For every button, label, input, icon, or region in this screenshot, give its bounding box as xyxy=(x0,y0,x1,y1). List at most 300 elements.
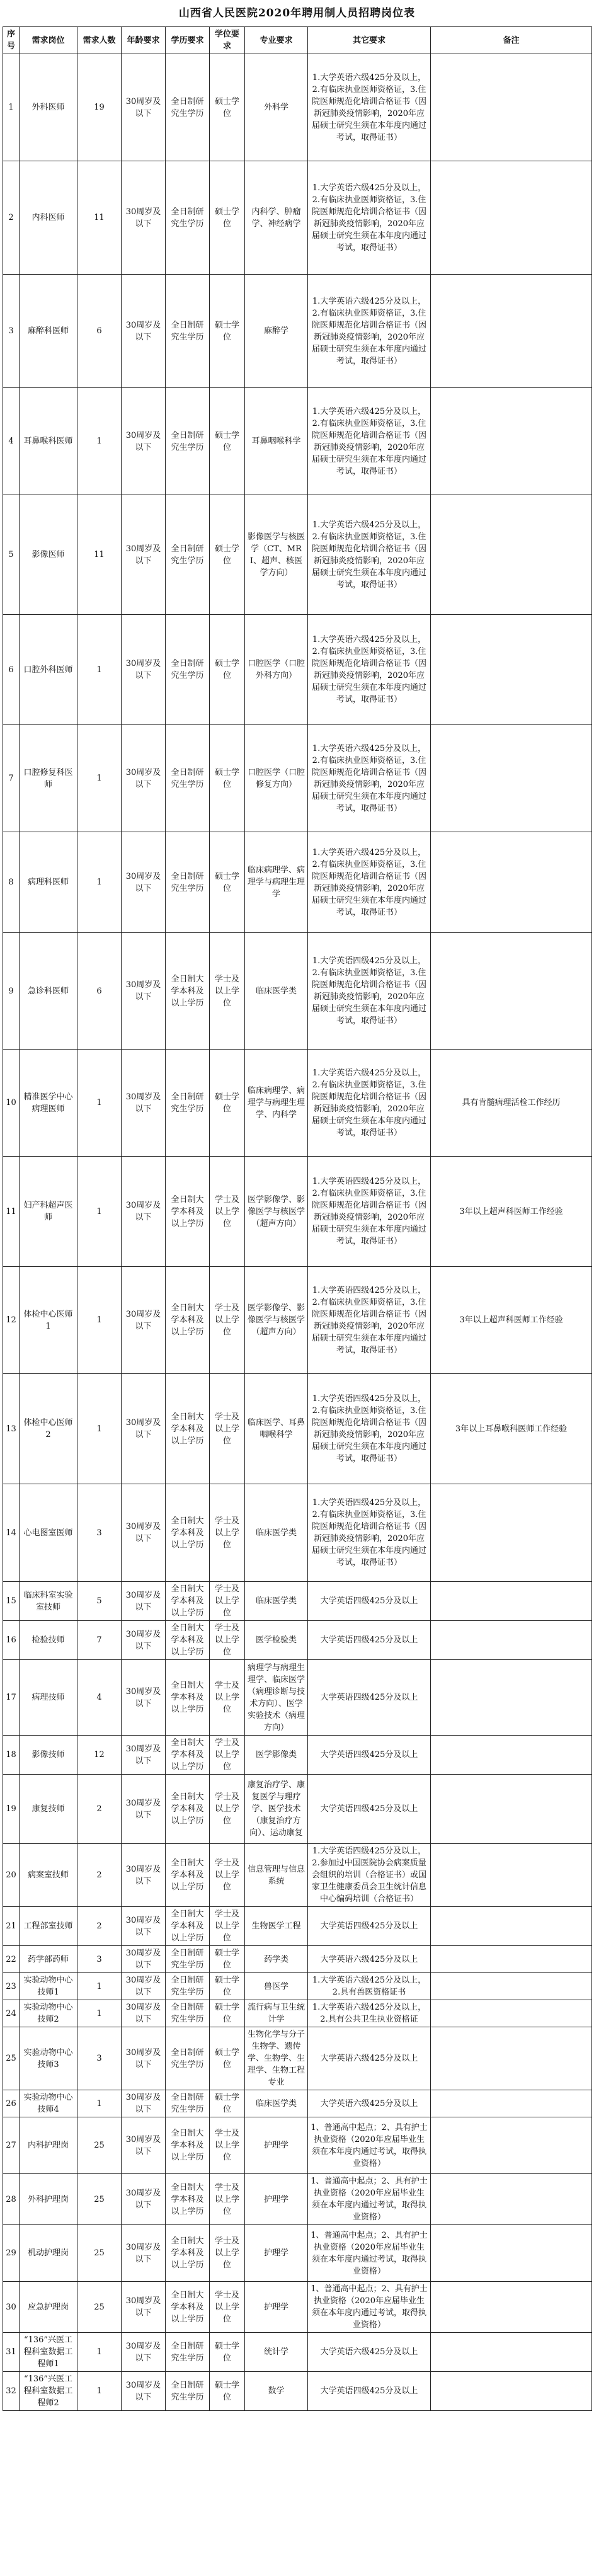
cell-other: 大学英语四级425分及以上 xyxy=(308,1907,431,1946)
cell-education: 全日制大学本科及以上学历 xyxy=(166,1267,210,1374)
cell-no: 12 xyxy=(3,1267,20,1374)
cell-major: 兽医学 xyxy=(245,1973,308,2000)
cell-major: 影像医学与核医学（CT、MRI、超声、核医学方向） xyxy=(245,495,308,615)
cell-age: 30周岁及以下 xyxy=(122,1973,166,2000)
table-row xyxy=(3,1660,592,1736)
cell-other: 1、普通高中起点；2、具有护士执业资格（2020年应届毕业生须在本年度内通过考试，取得执业资格） xyxy=(308,2282,431,2333)
cell-remark xyxy=(431,933,592,1050)
table-row xyxy=(3,1582,592,1621)
cell-degree: 学士及以上学位 xyxy=(210,1660,245,1736)
cell-no: 14 xyxy=(3,1484,20,1582)
cell-remark xyxy=(431,1660,592,1736)
cell-degree: 学士及以上学位 xyxy=(210,1844,245,1907)
cell-remark xyxy=(431,161,592,275)
table-row xyxy=(3,2027,592,2090)
cell-post: 妇产科超声医师 xyxy=(20,1157,77,1267)
cell-remark xyxy=(431,2000,592,2027)
cell-education: 全日制大学本科及以上学历 xyxy=(166,2282,210,2333)
cell-major: 药学类 xyxy=(245,1946,308,1973)
cell-degree: 学士及以上学位 xyxy=(210,2225,245,2282)
header-age: 年龄要求 xyxy=(122,27,166,54)
table-row xyxy=(3,388,592,495)
cell-degree: 硕士学位 xyxy=(210,161,245,275)
cell-education: 全日制大学本科及以上学历 xyxy=(166,2117,210,2174)
cell-no: 25 xyxy=(3,2027,20,2090)
cell-degree: 硕士学位 xyxy=(210,832,245,933)
cell-count: 11 xyxy=(77,161,122,275)
cell-post: 耳鼻喉科医师 xyxy=(20,388,77,495)
cell-count: 1 xyxy=(77,2333,122,2372)
cell-degree: 学士及以上学位 xyxy=(210,2117,245,2174)
cell-count: 1 xyxy=(77,2000,122,2027)
cell-age: 30周岁及以下 xyxy=(122,388,166,495)
cell-degree: 硕士学位 xyxy=(210,1050,245,1157)
cell-education: 全日制研究生学历 xyxy=(166,832,210,933)
cell-post: 实验动物中心技师3 xyxy=(20,2027,77,2090)
cell-count: 25 xyxy=(77,2225,122,2282)
cell-education: 全日制研究生学历 xyxy=(166,54,210,161)
cell-degree: 学士及以上学位 xyxy=(210,2282,245,2333)
cell-education: 全日制研究生学历 xyxy=(166,1050,210,1157)
cell-count: 1 xyxy=(77,1050,122,1157)
cell-no: 10 xyxy=(3,1050,20,1157)
cell-degree: 硕士学位 xyxy=(210,615,245,725)
cell-count: 1 xyxy=(77,1267,122,1374)
cell-post: 工程部室技师 xyxy=(20,1907,77,1946)
cell-remark xyxy=(431,2372,592,2411)
cell-post: 实验动物中心技师2 xyxy=(20,2000,77,2027)
cell-post: 急诊科医师 xyxy=(20,933,77,1050)
cell-age: 30周岁及以下 xyxy=(122,1907,166,1946)
cell-age: 30周岁及以下 xyxy=(122,1621,166,1660)
cell-education: 全日制研究生学历 xyxy=(166,1946,210,1973)
cell-education: 全日制研究生学历 xyxy=(166,725,210,832)
cell-age: 30周岁及以下 xyxy=(122,54,166,161)
cell-age: 30周岁及以下 xyxy=(122,1374,166,1484)
cell-major: 医学影像学、影像医学与核医学（超声方向） xyxy=(245,1157,308,1267)
cell-major: 医学影像类 xyxy=(245,1736,308,1775)
cell-other: 大学英语四级425分及以上 xyxy=(308,1775,431,1844)
cell-count: 1 xyxy=(77,1157,122,1267)
header-no: 序号 xyxy=(3,27,20,54)
cell-no: 23 xyxy=(3,1973,20,2000)
cell-other: 1.大学英语六级425分及以上，2.有临床执业医师资格证，3.住院医师规范化培训合格证书（因新冠肺炎疫情影响，2020年应届硕士研究生须在本年度内通过考试，取得证书） xyxy=(308,832,431,933)
cell-other: 大学英语四级425分及以上 xyxy=(308,1660,431,1736)
cell-post: 病理科医师 xyxy=(20,832,77,933)
table-row xyxy=(3,1374,592,1484)
cell-count: 1 xyxy=(77,2090,122,2117)
header-other: 其它要求 xyxy=(308,27,431,54)
cell-major: 临床医学类 xyxy=(245,2090,308,2117)
cell-other: 1、普通高中起点；2、具有护士执业资格（2020年应届毕业生须在本年度内通过考试，取得执业资格） xyxy=(308,2225,431,2282)
cell-remark xyxy=(431,1907,592,1946)
header-post: 需求岗位 xyxy=(20,27,77,54)
cell-no: 16 xyxy=(3,1621,20,1660)
cell-post: 检验技师 xyxy=(20,1621,77,1660)
cell-major: 医学检验类 xyxy=(245,1621,308,1660)
cell-major: 生物化学与分子生物学、遗传学、生物学、生理学、生物工程专业 xyxy=(245,2027,308,2090)
cell-remark xyxy=(431,275,592,388)
cell-no: 30 xyxy=(3,2282,20,2333)
cell-count: 3 xyxy=(77,2027,122,2090)
cell-count: 25 xyxy=(77,2282,122,2333)
table-body xyxy=(3,54,592,2411)
cell-post: 实验动物中心技师1 xyxy=(20,1973,77,2000)
cell-count: 1 xyxy=(77,1374,122,1484)
cell-age: 30周岁及以下 xyxy=(122,2117,166,2174)
cell-post: 实验动物中心技师4 xyxy=(20,2090,77,2117)
cell-remark xyxy=(431,1946,592,1973)
cell-remark xyxy=(431,2090,592,2117)
cell-age: 30周岁及以下 xyxy=(122,161,166,275)
cell-count: 25 xyxy=(77,2174,122,2225)
cell-count: 5 xyxy=(77,1582,122,1621)
header-remark: 备注 xyxy=(431,27,592,54)
cell-post: 机动护理岗 xyxy=(20,2225,77,2282)
cell-age: 30周岁及以下 xyxy=(122,832,166,933)
table-row xyxy=(3,615,592,725)
cell-degree: 学士及以上学位 xyxy=(210,1157,245,1267)
cell-age: 30周岁及以下 xyxy=(122,275,166,388)
cell-other: 1.大学英语四级425分及以上，2.参加过中国医院协会病案质量会组织的培训（合格证书）或国家卫生健康委员会卫生统计信息中心编码培训（合格证书） xyxy=(308,1844,431,1907)
table-header-row xyxy=(3,27,592,54)
cell-no: 6 xyxy=(3,615,20,725)
header-count: 需求人数 xyxy=(77,27,122,54)
cell-remark xyxy=(431,2117,592,2174)
table-row xyxy=(3,1621,592,1660)
cell-major: 口腔医学（口腔外科方向） xyxy=(245,615,308,725)
cell-no: 3 xyxy=(3,275,20,388)
cell-education: 全日制大学本科及以上学历 xyxy=(166,1907,210,1946)
cell-education: 全日制研究生学历 xyxy=(166,2090,210,2117)
cell-major: 病理学与病理生理学、临床医学（病理诊断与技术方向）、医学实验技术（病理方向） xyxy=(245,1660,308,1736)
cell-age: 30周岁及以下 xyxy=(122,1660,166,1736)
cell-post: “136”兴医工程科室数据工程师2 xyxy=(20,2372,77,2411)
cell-education: 全日制研究生学历 xyxy=(166,2372,210,2411)
header-major: 专业要求 xyxy=(245,27,308,54)
cell-count: 6 xyxy=(77,933,122,1050)
cell-post: “136”兴医工程科室数据工程师1 xyxy=(20,2333,77,2372)
cell-count: 25 xyxy=(77,2117,122,2174)
cell-count: 19 xyxy=(77,54,122,161)
cell-count: 1 xyxy=(77,615,122,725)
cell-other: 大学英语六级425分及以上 xyxy=(308,2027,431,2090)
cell-education: 全日制大学本科及以上学历 xyxy=(166,1621,210,1660)
table-row xyxy=(3,1267,592,1374)
table-row xyxy=(3,1484,592,1582)
cell-age: 30周岁及以下 xyxy=(122,2000,166,2027)
table-row xyxy=(3,933,592,1050)
cell-no: 31 xyxy=(3,2333,20,2372)
cell-other: 1.大学英语六级425分及以上，2.有临床执业医师资格证，3.住院医师规范化培训合格证书（因新冠肺炎疫情影响，2020年应届硕士研究生须在本年度内通过考试，取得证书） xyxy=(308,495,431,615)
cell-age: 30周岁及以下 xyxy=(122,2333,166,2372)
cell-major: 麻醉学 xyxy=(245,275,308,388)
cell-major: 数学 xyxy=(245,2372,308,2411)
cell-education: 全日制研究生学历 xyxy=(166,161,210,275)
cell-degree: 硕士学位 xyxy=(210,2090,245,2117)
cell-remark xyxy=(431,54,592,161)
cell-remark xyxy=(431,2282,592,2333)
cell-degree: 硕士学位 xyxy=(210,1946,245,1973)
cell-no: 29 xyxy=(3,2225,20,2282)
cell-age: 30周岁及以下 xyxy=(122,2027,166,2090)
cell-degree: 硕士学位 xyxy=(210,2372,245,2411)
cell-other: 1.大学英语六级425分及以上，2.有临床执业医师资格证，3.住院医师规范化培训合格证书（因新冠肺炎疫情影响，2020年应届硕士研究生须在本年度内通过考试，取得证书） xyxy=(308,615,431,725)
cell-degree: 学士及以上学位 xyxy=(210,1374,245,1484)
cell-other: 1.大学英语六级425分及以上，2.有临床执业医师资格证，3.住院医师规范化培训合格证书（因新冠肺炎疫情影响，2020年应届硕士研究生须在本年度内通过考试，取得证书） xyxy=(308,161,431,275)
cell-no: 15 xyxy=(3,1582,20,1621)
cell-education: 全日制研究生学历 xyxy=(166,388,210,495)
cell-major: 康复治疗学、康复医学与理疗学、医学技术（康复治疗方向）、运动康复 xyxy=(245,1775,308,1844)
cell-post: 应急护理岗 xyxy=(20,2282,77,2333)
cell-no: 11 xyxy=(3,1157,20,1267)
cell-remark xyxy=(431,1621,592,1660)
cell-degree: 硕士学位 xyxy=(210,2027,245,2090)
cell-count: 2 xyxy=(77,1907,122,1946)
table-row xyxy=(3,2174,592,2225)
cell-remark xyxy=(431,388,592,495)
cell-degree: 学士及以上学位 xyxy=(210,1907,245,1946)
cell-education: 全日制大学本科及以上学历 xyxy=(166,1374,210,1484)
table-row xyxy=(3,2282,592,2333)
cell-no: 27 xyxy=(3,2117,20,2174)
cell-remark xyxy=(431,1775,592,1844)
table-row xyxy=(3,1946,592,1973)
cell-age: 30周岁及以下 xyxy=(122,2090,166,2117)
cell-count: 4 xyxy=(77,1660,122,1736)
cell-degree: 学士及以上学位 xyxy=(210,933,245,1050)
table-row xyxy=(3,2090,592,2117)
cell-count: 2 xyxy=(77,1844,122,1907)
cell-no: 4 xyxy=(3,388,20,495)
cell-post: 病理技师 xyxy=(20,1660,77,1736)
cell-major: 护理学 xyxy=(245,2225,308,2282)
cell-post: 外科护理岗 xyxy=(20,2174,77,2225)
cell-post: 影像医师 xyxy=(20,495,77,615)
cell-other: 1、普通高中起点；2、具有护士执业资格（2020年应届毕业生须在本年度内通过考试，取得执业资格） xyxy=(308,2117,431,2174)
cell-other: 1.大学英语六级425分及以上，2.有临床执业医师资格证，3.住院医师规范化培训合格证书（因新冠肺炎疫情影响，2020年应届硕士研究生须在本年度内通过考试，取得证书） xyxy=(308,275,431,388)
cell-other: 1.大学英语六级425分及以上，2.有临床执业医师资格证，3.住院医师规范化培训合格证书（因新冠肺炎疫情影响，2020年应届硕士研究生须在本年度内通过考试，取得证书） xyxy=(308,388,431,495)
table-row xyxy=(3,275,592,388)
cell-education: 全日制大学本科及以上学历 xyxy=(166,1660,210,1736)
cell-no: 21 xyxy=(3,1907,20,1946)
table-row xyxy=(3,832,592,933)
table-row xyxy=(3,2000,592,2027)
table-row xyxy=(3,1844,592,1907)
table-row xyxy=(3,54,592,161)
cell-post: 内科护理岗 xyxy=(20,2117,77,2174)
cell-age: 30周岁及以下 xyxy=(122,1844,166,1907)
table-row xyxy=(3,1775,592,1844)
cell-no: 8 xyxy=(3,832,20,933)
cell-post: 口腔外科医师 xyxy=(20,615,77,725)
cell-major: 外科学 xyxy=(245,54,308,161)
cell-age: 30周岁及以下 xyxy=(122,615,166,725)
cell-education: 全日制大学本科及以上学历 xyxy=(166,2174,210,2225)
cell-other: 1.大学英语四级425分及以上，2.有临床执业医师资格证，3.住院医师规范化培训合格证书（因新冠肺炎疫情影响，2020年应届硕士研究生须在本年度内通过考试，取得证书） xyxy=(308,933,431,1050)
cell-degree: 硕士学位 xyxy=(210,2000,245,2027)
cell-age: 30周岁及以下 xyxy=(122,2225,166,2282)
cell-education: 全日制大学本科及以上学历 xyxy=(166,1844,210,1907)
cell-age: 30周岁及以下 xyxy=(122,2174,166,2225)
cell-major: 信息管理与信息系统 xyxy=(245,1844,308,1907)
cell-major: 临床医学类 xyxy=(245,933,308,1050)
cell-education: 全日制大学本科及以上学历 xyxy=(166,1775,210,1844)
cell-other: 1.大学英语六级425分及以上，2.具有公共卫生执业资格证 xyxy=(308,2000,431,2027)
cell-degree: 硕士学位 xyxy=(210,54,245,161)
cell-age: 30周岁及以下 xyxy=(122,1946,166,1973)
cell-count: 1 xyxy=(77,725,122,832)
cell-count: 12 xyxy=(77,1736,122,1775)
cell-remark: 具有肯髓病理活检工作经历 xyxy=(431,1050,592,1157)
cell-other: 1、普通高中起点；2、具有护士执业资格（2020年应届毕业生须在本年度内通过考试，取得执业资格） xyxy=(308,2174,431,2225)
cell-age: 30周岁及以下 xyxy=(122,1050,166,1157)
cell-post: 康复技师 xyxy=(20,1775,77,1844)
cell-education: 全日制研究生学历 xyxy=(166,2000,210,2027)
cell-degree: 学士及以上学位 xyxy=(210,1267,245,1374)
cell-degree: 硕士学位 xyxy=(210,495,245,615)
cell-age: 30周岁及以下 xyxy=(122,1582,166,1621)
cell-age: 30周岁及以下 xyxy=(122,1267,166,1374)
cell-degree: 硕士学位 xyxy=(210,725,245,832)
cell-count: 7 xyxy=(77,1621,122,1660)
cell-education: 全日制研究生学历 xyxy=(166,2333,210,2372)
cell-degree: 硕士学位 xyxy=(210,1973,245,2000)
table-row xyxy=(3,1973,592,2000)
cell-major: 医学影像学、影像医学与核医学（超声方向） xyxy=(245,1267,308,1374)
table-row xyxy=(3,725,592,832)
cell-major: 临床医学类 xyxy=(245,1582,308,1621)
cell-other: 大学英语四级425分及以上 xyxy=(308,1736,431,1775)
cell-other: 1.大学英语六级425分及以上，2.有临床执业医师资格证，3.住院医师规范化培训合格证书（因新冠肺炎疫情影响，2020年应届硕士研究生须在本年度内通过考试，取得证书） xyxy=(308,54,431,161)
cell-education: 全日制研究生学历 xyxy=(166,615,210,725)
cell-education: 全日制大学本科及以上学历 xyxy=(166,1582,210,1621)
cell-post: 病案室技师 xyxy=(20,1844,77,1907)
cell-major: 临床病理学、病理学与病理生理学、内科学 xyxy=(245,1050,308,1157)
cell-major: 护理学 xyxy=(245,2282,308,2333)
cell-age: 30周岁及以下 xyxy=(122,933,166,1050)
cell-no: 26 xyxy=(3,2090,20,2117)
table-row xyxy=(3,1050,592,1157)
cell-count: 3 xyxy=(77,1484,122,1582)
table-row xyxy=(3,1907,592,1946)
cell-post: 麻醉科医师 xyxy=(20,275,77,388)
cell-remark: 3年以上超声科医师工作经验 xyxy=(431,1267,592,1374)
table-row xyxy=(3,1157,592,1267)
cell-no: 24 xyxy=(3,2000,20,2027)
cell-age: 30周岁及以下 xyxy=(122,1484,166,1582)
cell-education: 全日制大学本科及以上学历 xyxy=(166,2225,210,2282)
cell-remark xyxy=(431,832,592,933)
cell-no: 1 xyxy=(3,54,20,161)
cell-other: 大学英语六级425分及以上 xyxy=(308,2090,431,2117)
cell-post: 内科医师 xyxy=(20,161,77,275)
cell-degree: 学士及以上学位 xyxy=(210,1582,245,1621)
cell-remark xyxy=(431,725,592,832)
cell-post: 外科医师 xyxy=(20,54,77,161)
cell-other: 1.大学英语六级425分及以上，2.有临床执业医师资格证，3.住院医师规范化培训合格证书（因新冠肺炎疫情影响，2020年应届硕士研究生须在本年度内通过考试，取得证书） xyxy=(308,1050,431,1157)
cell-education: 全日制大学本科及以上学历 xyxy=(166,1736,210,1775)
cell-remark xyxy=(431,1973,592,2000)
cell-education: 全日制研究生学历 xyxy=(166,495,210,615)
cell-major: 口腔医学（口腔修复方向） xyxy=(245,725,308,832)
cell-no: 2 xyxy=(3,161,20,275)
cell-education: 全日制研究生学历 xyxy=(166,2027,210,2090)
cell-degree: 硕士学位 xyxy=(210,2333,245,2372)
cell-no: 19 xyxy=(3,1775,20,1844)
table-row xyxy=(3,2333,592,2372)
cell-age: 30周岁及以下 xyxy=(122,725,166,832)
cell-count: 1 xyxy=(77,2372,122,2411)
cell-post: 心电图室医师 xyxy=(20,1484,77,1582)
cell-other: 大学英语四级425分及以上 xyxy=(308,1582,431,1621)
cell-post: 体检中心医师1 xyxy=(20,1267,77,1374)
cell-count: 2 xyxy=(77,1775,122,1844)
cell-remark xyxy=(431,1582,592,1621)
cell-major: 生物医学工程 xyxy=(245,1907,308,1946)
cell-major: 护理学 xyxy=(245,2174,308,2225)
header-degree: 学位要求 xyxy=(210,27,245,54)
cell-degree: 学士及以上学位 xyxy=(210,1775,245,1844)
cell-remark xyxy=(431,2174,592,2225)
cell-remark xyxy=(431,615,592,725)
cell-age: 30周岁及以下 xyxy=(122,2372,166,2411)
cell-education: 全日制大学本科及以上学历 xyxy=(166,933,210,1050)
cell-degree: 硕士学位 xyxy=(210,275,245,388)
cell-other: 大学英语四级425分及以上 xyxy=(308,2372,431,2411)
recruitment-table xyxy=(3,26,592,2411)
cell-no: 7 xyxy=(3,725,20,832)
cell-degree: 学士及以上学位 xyxy=(210,1736,245,1775)
cell-degree: 学士及以上学位 xyxy=(210,2174,245,2225)
cell-major: 护理学 xyxy=(245,2117,308,2174)
cell-other: 大学英语六级425分及以上 xyxy=(308,2333,431,2372)
cell-major: 流行病与卫生统计学 xyxy=(245,2000,308,2027)
cell-no: 28 xyxy=(3,2174,20,2225)
cell-remark xyxy=(431,1736,592,1775)
cell-major: 临床医学类 xyxy=(245,1484,308,1582)
cell-post: 药学部药师 xyxy=(20,1946,77,1973)
cell-education: 全日制研究生学历 xyxy=(166,1973,210,2000)
cell-no: 18 xyxy=(3,1736,20,1775)
cell-other: 大学英语六级425分及以上 xyxy=(308,1946,431,1973)
cell-post: 口腔修复科医师 xyxy=(20,725,77,832)
table-row xyxy=(3,1736,592,1775)
cell-education: 全日制大学本科及以上学历 xyxy=(166,1484,210,1582)
cell-age: 30周岁及以下 xyxy=(122,1736,166,1775)
cell-degree: 硕士学位 xyxy=(210,388,245,495)
table-row xyxy=(3,495,592,615)
cell-no: 9 xyxy=(3,933,20,1050)
cell-no: 13 xyxy=(3,1374,20,1484)
cell-no: 22 xyxy=(3,1946,20,1973)
cell-other: 1.大学英语四级425分及以上，2.有临床执业医师资格证，3.住院医师规范化培训合格证书（因新冠肺炎疫情影响，2020年应届硕士研究生须在本年度内通过考试，取得证书） xyxy=(308,1374,431,1484)
cell-major: 临床医学、耳鼻咽喉科学 xyxy=(245,1374,308,1484)
cell-major: 耳鼻咽喉科学 xyxy=(245,388,308,495)
table-row xyxy=(3,161,592,275)
cell-post: 影像技师 xyxy=(20,1736,77,1775)
table-row xyxy=(3,2117,592,2174)
header-education: 学历要求 xyxy=(166,27,210,54)
cell-remark xyxy=(431,1484,592,1582)
cell-remark xyxy=(431,2225,592,2282)
cell-age: 30周岁及以下 xyxy=(122,1157,166,1267)
cell-other: 1.大学英语六级425分及以上，2.具有兽医资格证书 xyxy=(308,1973,431,2000)
cell-major: 内科学、肿瘤学、神经病学 xyxy=(245,161,308,275)
cell-education: 全日制研究生学历 xyxy=(166,275,210,388)
cell-education: 全日制大学本科及以上学历 xyxy=(166,1157,210,1267)
cell-degree: 学士及以上学位 xyxy=(210,1484,245,1582)
